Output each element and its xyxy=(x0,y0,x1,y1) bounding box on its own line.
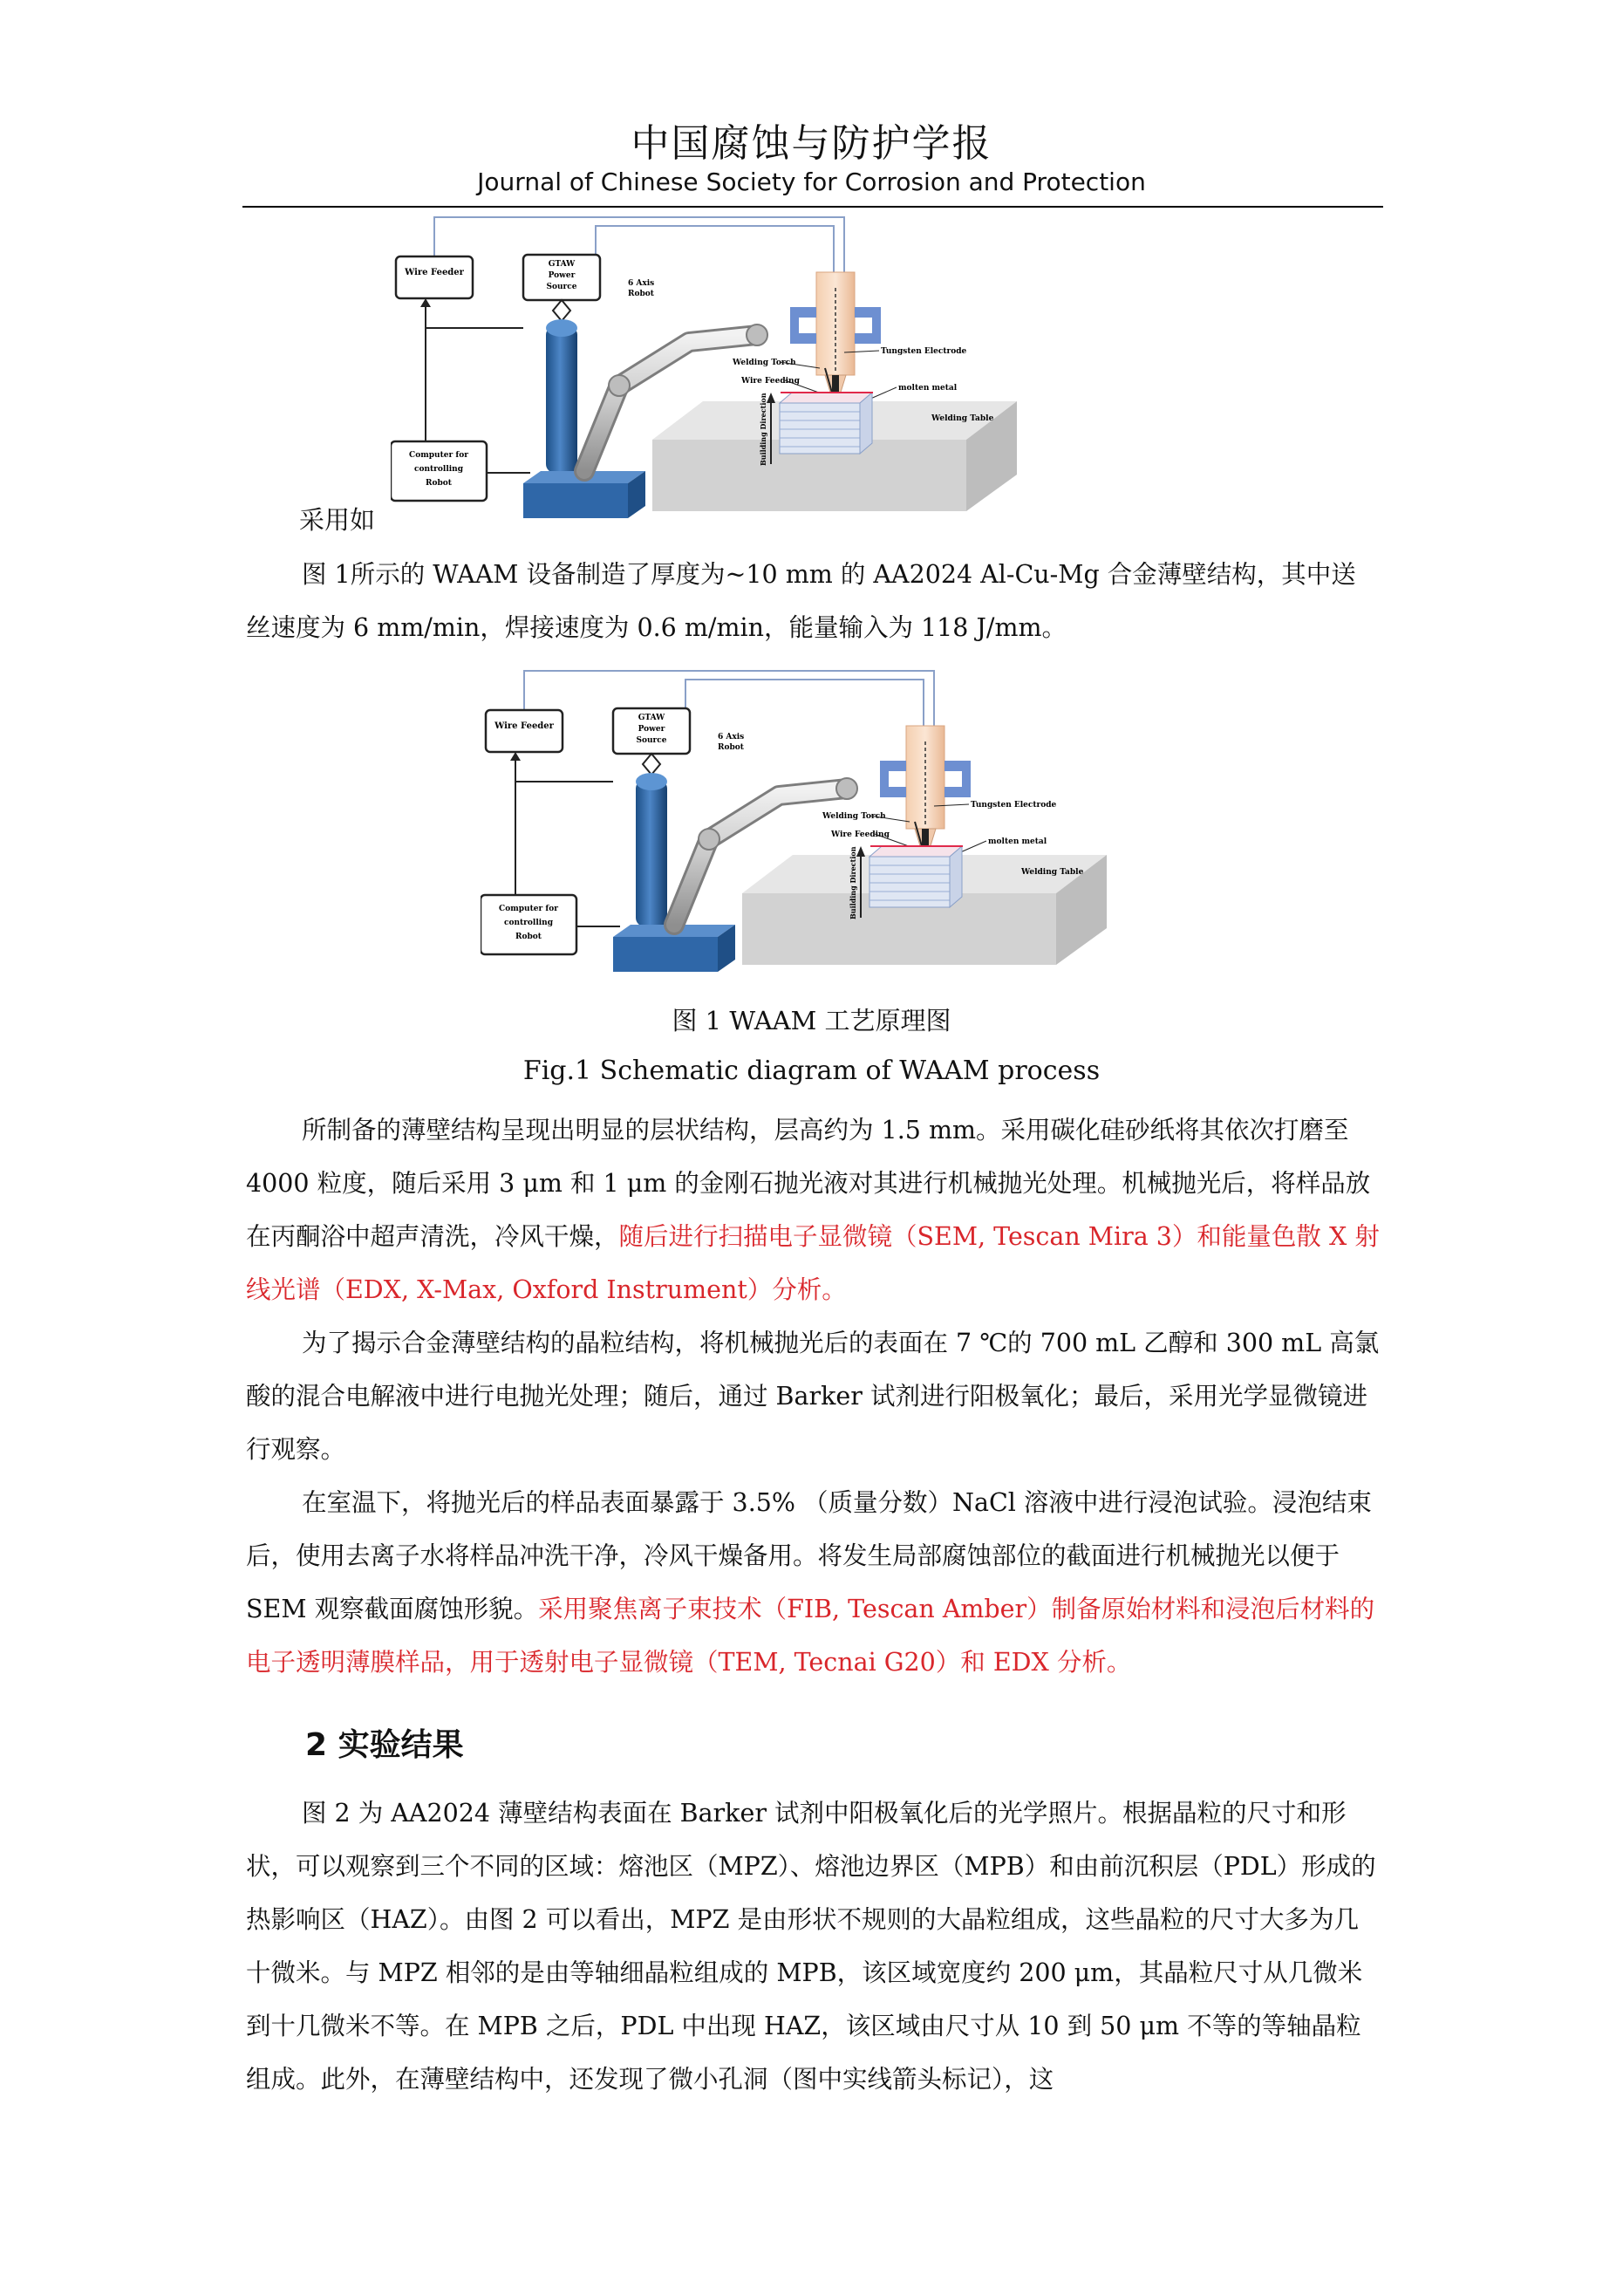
paragraph-3 xyxy=(246,1476,1380,1689)
waam-schematic-figure-1 xyxy=(481,665,1143,974)
stray-text: 采用如 xyxy=(299,505,376,535)
journal-title-cn: 中国腐蚀与防护学报 xyxy=(631,121,992,166)
paragraph-3-highlight: 采用聚焦离子束技术（FIB, Tescan Amber）制备原始材料和浸泡后材料的电子透明薄膜样品，用于透射电子显微镜（TEM, Tecnai G20）和 EDX 分析。 xyxy=(246,1595,1375,1677)
figure-caption-en: Fig.1 Schematic diagram of WAAM process xyxy=(522,1056,1101,1086)
paragraph-1-highlight: 随后进行扫描电子显微镜（SEM, Tescan Mira 3）和能量色散 X 射线光谱（EDX, X-Max, Oxford Instrument）分析。 xyxy=(246,1222,1380,1304)
paragraph-4: 图 2 为 AA2024 薄壁结构表面在 Barker 试剂中阳极氧化后的光学照片。根据晶粒的尺寸和形状，可以观察到三个不同的区域：熔池区（MPZ）、熔池边界区（MPB）和由前沉积层（PDL）形成的热影响区（HAZ）。由图 2 可以看出，MPZ 是由形状不规则的大晶粒组成，这些晶粒的尺寸大多为几十微米。与 MPZ 相邻的是由等轴细晶粒组成的 MPB，该区域宽度约 200 μm，其晶粒尺寸从几微米到十几微米不等。在 MPB 之后，PDL 中出现 HAZ，该区域由尺寸从 10 到 50 μm 不等的等轴晶粒组成。此外，在薄壁结构中，还发现了微小孔洞（图中实线箭头标记），这 xyxy=(246,1799,1376,2094)
journal-title-en: Journal of Chinese Society for Corrosion and Protection xyxy=(477,167,1146,196)
figure-caption-cn: 图 1 WAAM 工艺原理图 xyxy=(672,1006,951,1035)
header-rule xyxy=(242,206,1383,208)
paragraph-intro: 图 1所示的 WAAM 设备制造了厚度为~10 mm 的 AA2024 Al-Cu-Mg 合金薄壁结构，其中送丝速度为 6 mm/min，焊接速度为 0.6 m/min，能量输入为 118 J/mm。 xyxy=(246,560,1356,642)
section-heading: 2 实验结果 xyxy=(305,1727,464,1763)
paragraph-1-text: 所制备的薄壁结构呈现出明显的层状结构，层高约为 1.5 mm。采用碳化硅砂纸将其依次打磨至 4000 粒度，随后采用 3 μm 和 1 μm 的金刚石抛光液对其进行机械抛光处理。机械抛光后，将样品放在丙酮浴中超声清洗，冷风干燥， xyxy=(246,1116,1371,1251)
paragraph-1 xyxy=(246,1104,1380,1316)
paragraph-3-text: 在室温下，将抛光后的样品表面暴露于 3.5% （质量分数）NaCl 溶液中进行浸泡试验。浸泡结束后，使用去离子水将样品冲洗干净，冷风干燥备用。将发生局部腐蚀部位的截面进行机械抛光以便于 SEM 观察截面腐蚀形貌。 xyxy=(246,1488,1372,1623)
paragraph-2: 为了揭示合金薄壁结构的晶粒结构，将机械抛光后的表面在 7 ℃的 700 mL 乙醇和 300 mL 高氯酸的混合电解液中进行电抛光处理；随后，通过 Barker 试剂进行阳极氧化；最后，采用光学显微镜进行观察。 xyxy=(246,1329,1380,1464)
waam-schematic-upper xyxy=(391,211,1054,521)
